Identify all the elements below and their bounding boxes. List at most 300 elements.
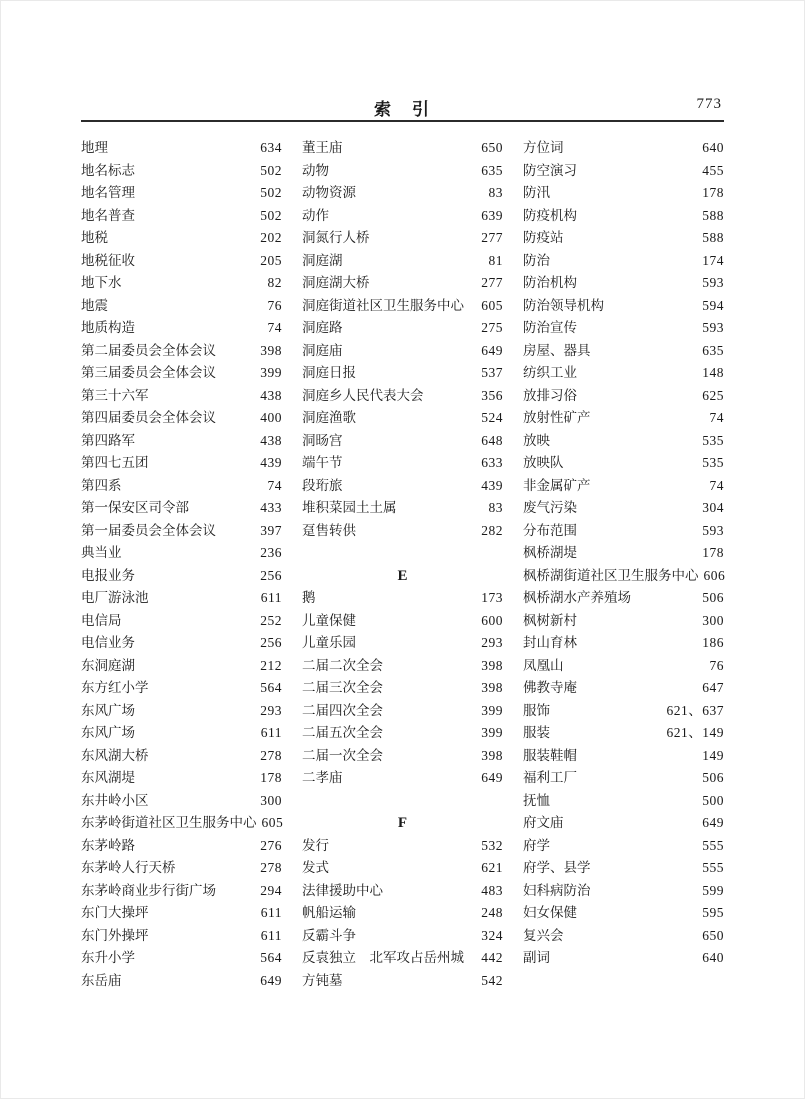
index-entry [81,587,282,610]
entry-term: 枫桥湖水产养殖场 [523,590,631,605]
index-entry [302,767,503,790]
entry-page: 506 [702,770,724,785]
index-entry [523,745,724,768]
entry-page: 438 [260,387,282,403]
entry-term: 洞庭渔歌 [302,410,356,425]
entry-page: 605 [261,815,284,830]
index-entry [523,340,724,363]
index-entry [81,767,282,790]
entry-page: 537 [481,365,503,380]
entry-page: 649 [702,815,724,830]
index-entry [302,700,503,723]
entry-term: 地税征收 [81,252,135,268]
entry-page: 506 [702,590,724,605]
index-entry [81,295,282,318]
entry-page: 599 [702,882,724,898]
entry-term: 东茅岭街道社区卫生服务中心 [81,815,257,830]
entry-term: 动物资源 [302,185,356,200]
index-entry [523,565,724,588]
entry-page: 611 [260,905,282,920]
page-header [81,95,724,119]
entry-page: 275 [481,320,503,335]
index-entry [302,925,503,948]
entry-page: 611 [260,725,282,740]
entry-page: 300 [260,792,282,808]
index-entry [81,610,282,633]
index-entry [302,452,503,475]
index-entry [302,250,503,273]
index-entry [81,655,282,678]
index-entry [523,452,724,475]
page-title: 索 引 [374,100,431,119]
entry-term: 防治 [523,252,550,268]
index-entry [81,137,282,160]
index-entry [302,587,503,610]
section-letter: F [397,815,408,831]
index-entry [81,542,282,565]
entry-term: 电厂游泳池 [81,590,149,605]
entry-page: 252 [260,612,282,628]
entry-page: 278 [260,860,282,875]
index-entry [81,317,282,340]
entry-term: 董王庙 [302,140,343,155]
index-entry [302,430,503,453]
entry-page: 564 [260,680,282,695]
index-entry [523,655,724,678]
entry-term: 枫桥湖堤 [523,545,577,560]
entry-term: 废气污染 [523,500,577,515]
entry-term: 东茅岭路 [81,837,135,853]
entry-term: 枫树新村 [523,612,577,628]
entry-page: 588 [702,230,724,245]
index-columns [81,137,724,992]
index-entry [523,385,724,408]
entry-term: 洞旸宫 [302,432,343,448]
entry-page: 174 [702,252,724,268]
entry-term: 第四系 [81,477,122,493]
entry-term: 防治领导机构 [523,297,604,313]
index-entry [302,520,503,543]
entry-term: 府学 [523,837,550,853]
entry-page: 300 [702,612,724,628]
entry-page: 186 [702,635,724,650]
index-entry [302,407,503,430]
entry-term: 妇女保健 [523,905,577,920]
index-entry [81,205,282,228]
entry-page: 76 [267,297,282,313]
entry-term: 东茅岭商业步行街广场 [81,882,216,898]
entry-page: 535 [702,455,724,470]
entry-page: 398 [260,342,282,358]
index-entry [302,272,503,295]
entry-page: 483 [481,882,503,898]
entry-term: 地税 [81,230,108,245]
index-entry [81,250,282,273]
index-entry [302,475,503,498]
spacer-row [302,542,503,565]
entry-term: 方钝墓 [302,972,343,988]
entry-term: 二孝庙 [302,770,343,785]
index-entry [523,790,724,813]
entry-term: 洞庭街道社区卫生服务中心 [302,297,464,313]
index-entry [523,857,724,880]
entry-page: 564 [260,950,282,965]
entry-page: 256 [260,567,282,583]
index-entry [523,272,724,295]
index-entry [302,137,503,160]
index-entry [81,677,282,700]
entry-term: 第一保安区司令部 [81,500,189,515]
index-entry [523,137,724,160]
entry-term: 第四路军 [81,432,135,448]
entry-term: 东门外操坪 [81,927,149,943]
index-entry [81,947,282,970]
index-column [302,137,503,992]
entry-term: 段珩旅 [302,477,343,493]
entry-term: 第三届委员会全体会议 [81,365,216,380]
entry-term: 东门大操坪 [81,905,149,920]
entry-page: 605 [481,297,503,313]
index-entry [302,340,503,363]
index-entry [302,295,503,318]
index-entry [302,880,503,903]
entry-term: 东升小学 [81,950,135,965]
index-entry [302,677,503,700]
entry-term: 洞庭路 [302,320,343,335]
page-number: 773 [696,96,722,112]
entry-term: 防汛 [523,185,550,200]
entry-page: 639 [481,207,503,223]
entry-page: 400 [260,410,282,425]
index-column [81,137,282,992]
entry-term: 洞庭湖大桥 [302,275,370,290]
entry-page: 276 [260,837,282,853]
entry-page: 202 [260,230,282,245]
entry-term: 东风湖大桥 [81,747,149,763]
entry-page: 649 [481,770,503,785]
index-entry [81,565,282,588]
entry-term: 反袁独立 北军攻占岳州城 [302,950,464,965]
entry-term: 放映 [523,432,550,448]
entry-page: 83 [488,185,503,200]
index-entry [81,812,282,835]
entry-term: 第四届委员会全体会议 [81,410,216,425]
entry-term: 防治宣传 [523,320,577,335]
entry-page: 594 [702,297,724,313]
index-entry [81,902,282,925]
index-entry [302,947,503,970]
entry-term: 东洞庭湖 [81,657,135,673]
index-entry [302,902,503,925]
entry-page: 649 [481,342,503,358]
entry-page: 555 [702,837,724,853]
entry-page: 640 [702,140,724,155]
entry-page: 433 [260,500,282,515]
entry-page: 650 [481,140,503,155]
index-entry [523,475,724,498]
entry-term: 儿童保健 [302,612,356,628]
index-entry [523,227,724,250]
index-entry [523,520,724,543]
entry-term: 二届五次全会 [302,725,383,740]
entry-page: 600 [481,612,503,628]
entry-term: 服装 [523,725,550,740]
entry-page: 442 [481,950,503,965]
index-entry [523,160,724,183]
entry-page: 502 [260,162,282,178]
entry-page: 438 [260,432,282,448]
entry-page: 455 [702,162,724,178]
index-entry [81,632,282,655]
index-entry [523,700,724,723]
index-entry [302,497,503,520]
entry-term: 地名管理 [81,185,135,200]
entry-term: 洞庭日报 [302,365,356,380]
index-entry [81,970,282,993]
entry-term: 东风广场 [81,702,135,718]
entry-page: 256 [260,635,282,650]
entry-term: 第一届委员会全体会议 [81,522,216,538]
index-entry [523,632,724,655]
entry-page: 621、149 [666,725,724,740]
entry-term: 动作 [302,207,329,223]
entry-page: 74 [709,410,724,425]
index-entry [81,385,282,408]
index-entry [302,227,503,250]
entry-term: 反霸斗争 [302,927,356,943]
index-entry [302,317,503,340]
entry-term: 地质构造 [81,320,135,335]
entry-term: 发式 [302,860,329,875]
entry-term: 法律援助中心 [302,882,383,898]
entry-page: 524 [481,410,503,425]
entry-page: 82 [267,275,282,290]
index-entry [302,857,503,880]
index-entry [523,497,724,520]
index-entry [81,452,282,475]
index-column [523,137,724,992]
entry-page: 649 [260,972,282,988]
index-entry [523,812,724,835]
entry-page: 74 [267,320,282,335]
entry-term: 地震 [81,297,108,313]
entry-term: 堆积菜园土土属 [302,500,397,515]
index-entry [523,902,724,925]
entry-page: 293 [260,702,282,718]
entry-page: 650 [702,927,724,943]
index-entry [81,475,282,498]
entry-page: 611 [260,927,282,943]
entry-page: 621、637 [666,702,724,718]
index-entry [523,925,724,948]
index-entry [302,745,503,768]
index-entry [81,925,282,948]
entry-term: 端午节 [302,455,343,470]
entry-page: 647 [702,680,724,695]
entry-page: 595 [702,905,724,920]
entry-term: 封山育林 [523,635,577,650]
entry-page: 173 [481,590,503,605]
entry-page: 304 [702,500,724,515]
entry-page: 74 [267,477,282,493]
entry-term: 动物 [302,162,329,178]
index-entry [81,160,282,183]
entry-term: 鹅 [302,590,316,605]
entry-page: 640 [702,950,724,965]
entry-term: 发行 [302,837,329,853]
entry-term: 洞庭庙 [302,342,343,358]
entry-term: 佛教寺庵 [523,680,577,695]
entry-page: 398 [481,657,503,673]
entry-term: 电信局 [81,612,122,628]
index-entry [523,317,724,340]
entry-page: 398 [481,680,503,695]
entry-page: 634 [260,140,282,155]
index-entry [523,767,724,790]
entry-page: 555 [702,860,724,875]
entry-page: 178 [260,770,282,785]
entry-page: 593 [702,275,724,290]
entry-term: 第二届委员会全体会议 [81,342,216,358]
entry-page: 399 [481,725,503,740]
index-entry [81,362,282,385]
entry-term: 电报业务 [81,567,135,583]
entry-term: 防空演习 [523,162,577,178]
index-entry [81,340,282,363]
entry-page: 399 [481,702,503,718]
index-entry [81,520,282,543]
index-entry [523,610,724,633]
entry-page: 625 [702,387,724,403]
entry-term: 府学、县学 [523,860,591,875]
index-entry [81,857,282,880]
entry-page: 293 [481,635,503,650]
index-entry [302,835,503,858]
entry-page: 535 [702,432,724,448]
index-entry [302,362,503,385]
entry-page: 593 [702,320,724,335]
index-entry [302,610,503,633]
spacer-row [302,790,503,813]
entry-page: 502 [260,207,282,223]
entry-page: 593 [702,522,724,538]
index-entry [523,587,724,610]
index-entry [81,227,282,250]
entry-page: 148 [702,365,724,380]
entry-term: 洞庭乡人民代表大会 [302,387,424,403]
entry-term: 放射性矿产 [523,410,591,425]
index-entry [523,430,724,453]
entry-page: 282 [481,522,503,538]
index-entry [81,880,282,903]
entry-term: 东风湖堤 [81,770,135,785]
index-entry [302,632,503,655]
entry-page: 635 [702,342,724,358]
index-entry [81,497,282,520]
entry-term: 地理 [81,140,108,155]
index-entry [81,700,282,723]
entry-term: 枫桥湖街道社区卫生服务中心 [523,567,699,583]
entry-term: 二届一次全会 [302,747,383,763]
index-entry [523,677,724,700]
entry-term: 帆船运输 [302,905,356,920]
entry-page: 606 [703,567,726,583]
entry-term: 放映队 [523,455,564,470]
index-entry [302,385,503,408]
entry-term: 洞氮行人桥 [302,230,370,245]
entry-term: 地名标志 [81,162,135,178]
entry-page: 648 [481,432,503,448]
entry-term: 地下水 [81,275,122,290]
entry-page: 236 [260,545,282,560]
index-entry [523,835,724,858]
index-entry [81,722,282,745]
entry-term: 妇科病防治 [523,882,591,898]
entry-page: 532 [481,837,503,853]
entry-term: 二届四次全会 [302,702,383,718]
entry-page: 542 [481,972,503,988]
entry-page: 212 [260,657,282,673]
index-entry [523,542,724,565]
entry-term: 副词 [523,950,550,965]
entry-term: 抚恤 [523,792,550,808]
section-letter: E [397,567,408,584]
entry-page: 277 [481,275,503,290]
entry-page: 178 [702,545,724,560]
index-entry [302,970,503,993]
index-entry [523,295,724,318]
index-entry [523,362,724,385]
index-entry [523,722,724,745]
entry-term: 方位词 [523,140,564,155]
entry-term: 地名普查 [81,207,135,223]
index-entry [81,835,282,858]
index-entry [523,407,724,430]
entry-page: 278 [260,747,282,763]
entry-term: 第三十六军 [81,387,149,403]
entry-page: 399 [260,365,282,380]
entry-term: 二届二次全会 [302,657,383,673]
index-entry [302,205,503,228]
entry-term: 二届三次全会 [302,680,383,695]
entry-term: 防疫站 [523,230,564,245]
entry-term: 洞庭湖 [302,252,343,268]
entry-page: 398 [481,747,503,763]
entry-page: 205 [260,252,282,268]
entry-term: 复兴会 [523,927,564,943]
entry-term: 房屋、器具 [523,342,591,358]
index-entry [523,880,724,903]
index-entry [523,250,724,273]
entry-page: 81 [488,252,503,268]
entry-page: 439 [481,477,503,493]
entry-term: 分布范围 [523,522,577,538]
entry-page: 178 [702,185,724,200]
entry-term: 东茅岭人行天桥 [81,860,176,875]
index-entry [523,182,724,205]
entry-page: 74 [709,477,724,493]
entry-page: 588 [702,207,724,223]
entry-page: 324 [481,927,503,943]
entry-term: 趸售转供 [302,522,356,538]
entry-page: 397 [260,522,282,538]
entry-term: 服饰 [523,702,550,718]
entry-page: 439 [260,455,282,470]
index-entry [81,745,282,768]
index-entry [302,655,503,678]
entry-page: 633 [481,455,503,470]
entry-term: 典当业 [81,545,122,560]
